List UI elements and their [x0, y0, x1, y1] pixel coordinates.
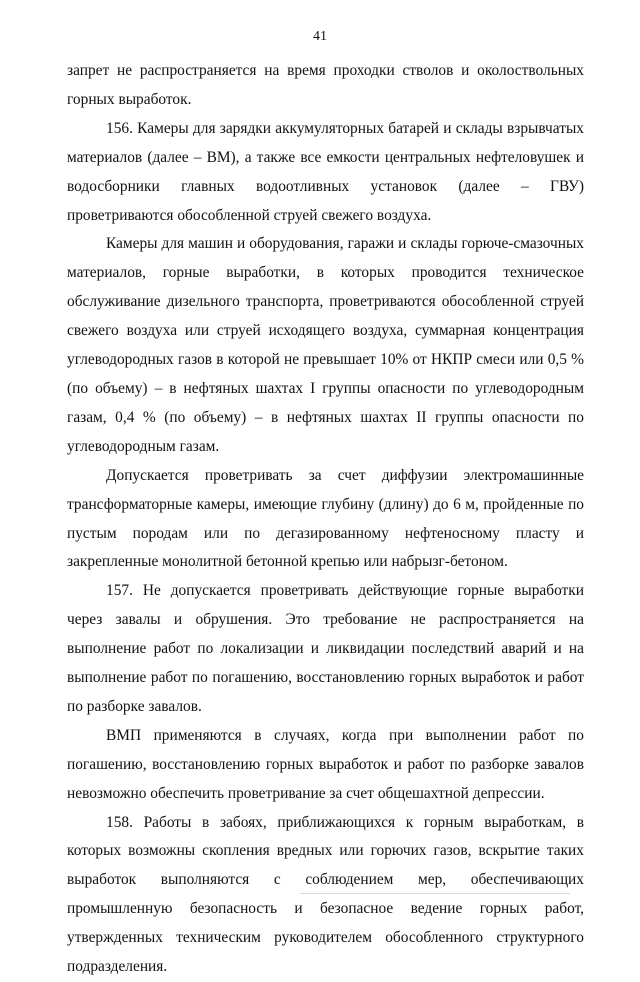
document-body [67, 57, 584, 982]
paragraph-vmp: ВМП применяются в случаях, когда при выполнении работ по погашению, восстановлению горных выработок и работ по разборке завалов невозможно обеспечить проветривание за счет общешахтной депрессии. [67, 726, 584, 802]
paragraph-157: 157. Не допускается проветривать действующие горные выработки через завалы и обрушения. Это требование не распространяется на выполнение работ по локализации и ликвидации последствий аварий и на выполнение работ по погашению, восстановлению горных выработок и работ по разборке завалов. [67, 582, 584, 715]
paragraph-diffusion: Допускается проветривать за счет диффузии электромашинные трансформаторные камеры, имеющие глубину (длину) до 6 м, пройденные по пустым породам или по дегазированному нефтеносному пласту и закрепленные монолитной бетонной крепью или набрызг-бетоном. [67, 466, 584, 571]
page-number: 41 [313, 29, 327, 44]
paragraph-chambers: Камеры для машин и оборудования, гаражи и склады горюче-смазочных материалов, горные выработки, в которых проводится техническое обслуживание дизельного транспорта, проветриваются обособленной струей свежего воздуха или струей исходящего воздуха, суммарная концентрация углеводородных газов в которой не превышает 10% от НКПР смеси или 0,5 % (по объему) – в нефтяных шахтах I группы опасности по углеводородным газам, 0,4 % (по объему) – в нефтяных шахтах II группы опасности по углеводородным газам. [67, 235, 584, 455]
scan-edge-divider [300, 893, 570, 894]
paragraph-156: 156. Камеры для зарядки аккумуляторных батарей и склады взрывчатых материалов (далее – ВМ), а также все емкости центральных нефтеловушек и водосборники главных водоотливных установок (далее – ГВУ) проветриваются обособленной струей свежего воздуха. [67, 119, 584, 224]
paragraph-continuation: запрет не распространяется на время проходки стволов и околоствольных горных выработок. [67, 62, 584, 108]
paragraph-158: 158. Работы в забоях, приближающихся к горным выработкам, в которых возможны скопления вредных или горючих газов, вскрытие таких выработок выполняются с соблюдением мер, обеспечивающих промышленную безопасность и безопасное ведение горных работ, утвержденных техническим руководителем обособленного структурного подразделения. [67, 813, 584, 976]
